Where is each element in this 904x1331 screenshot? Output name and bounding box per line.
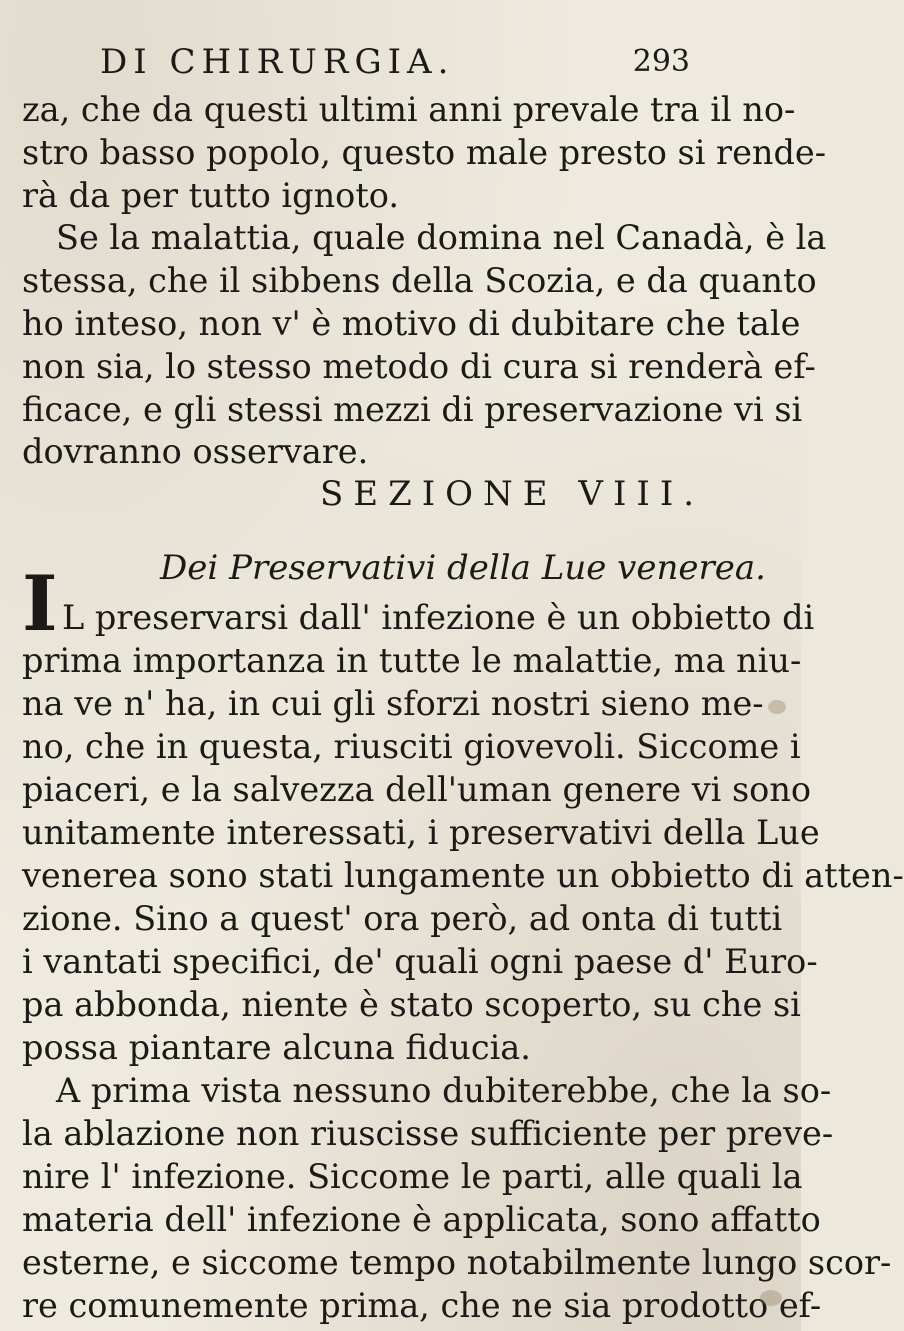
text-line: Se la malattia, quale domina nel Canadà, è la [56, 218, 827, 257]
text-line: rà da per tutto ignoto. [22, 176, 400, 215]
text-line: esterne, e siccome tempo notabilmente lungo scor- [22, 1243, 892, 1282]
text-line: possa piantare alcuna fiducia. [22, 1028, 531, 1067]
section-subtitle: Dei Preservativi della Lue venerea. [160, 548, 766, 588]
text-line: no, che in questa, riusciti giovevoli. Siccome i [22, 727, 801, 766]
page-number: 293 [632, 44, 690, 79]
text-line: nire l' infezione. Siccome le parti, alle quali la [22, 1157, 803, 1196]
text-line: pa abbonda, niente è stato scoperto, su che si [22, 985, 801, 1024]
section-heading: SEZIONE VIII. [320, 474, 705, 514]
text-line: non sia, lo stesso metodo di cura si renderà ef- [22, 347, 816, 386]
running-head [100, 42, 690, 82]
text-line: la ablazione non riuscisse sufficiente per preve- [22, 1114, 834, 1153]
drop-cap: I [22, 559, 58, 648]
paper-blemish [760, 1290, 782, 1306]
text-line: i vantati specifici, de' quali ogni paese d' Euro- [22, 942, 818, 981]
running-title: DI CHIRURGIA. [100, 42, 455, 82]
text-line: stro basso popolo, questo male presto si rende- [22, 133, 827, 172]
text-line: unitamente interessati, i preservativi della Lue [22, 813, 820, 852]
text-line: piaceri, e la salvezza dell'uman genere vi sono [22, 770, 812, 809]
text-line: ho inteso, non v' è motivo di dubitare che tale [22, 304, 801, 343]
text-line: re comunemente prima, che ne sia prodotto ef- [22, 1286, 822, 1325]
text-line: L preservarsi dall' infezione è un obbietto di [62, 598, 815, 637]
text-line: ficace, e gli stessi mezzi di preservazione vi si [22, 390, 803, 429]
text-line: za, che da questi ultimi anni prevale tra il no- [22, 90, 796, 129]
text-line: na ve n' ha, in cui gli sforzi nostri sieno me- [22, 684, 764, 723]
text-line: dovranno osservare. [22, 432, 369, 471]
text-line: materia dell' infezione è applicata, sono affatto [22, 1200, 821, 1239]
text-line: venerea sono stati lungamente un obbietto di atten- [22, 856, 904, 895]
text-line: zione. Sino a quest' ora però, ad onta di tutti [22, 899, 783, 938]
text-line: stessa, che il sibbens della Scozia, e da quanto [22, 261, 817, 300]
paper-blemish [768, 700, 786, 714]
text-line: A prima vista nessuno dubiterebbe, che la so- [56, 1071, 832, 1110]
text-line: prima importanza in tutte le malattie, ma niu- [22, 641, 802, 680]
